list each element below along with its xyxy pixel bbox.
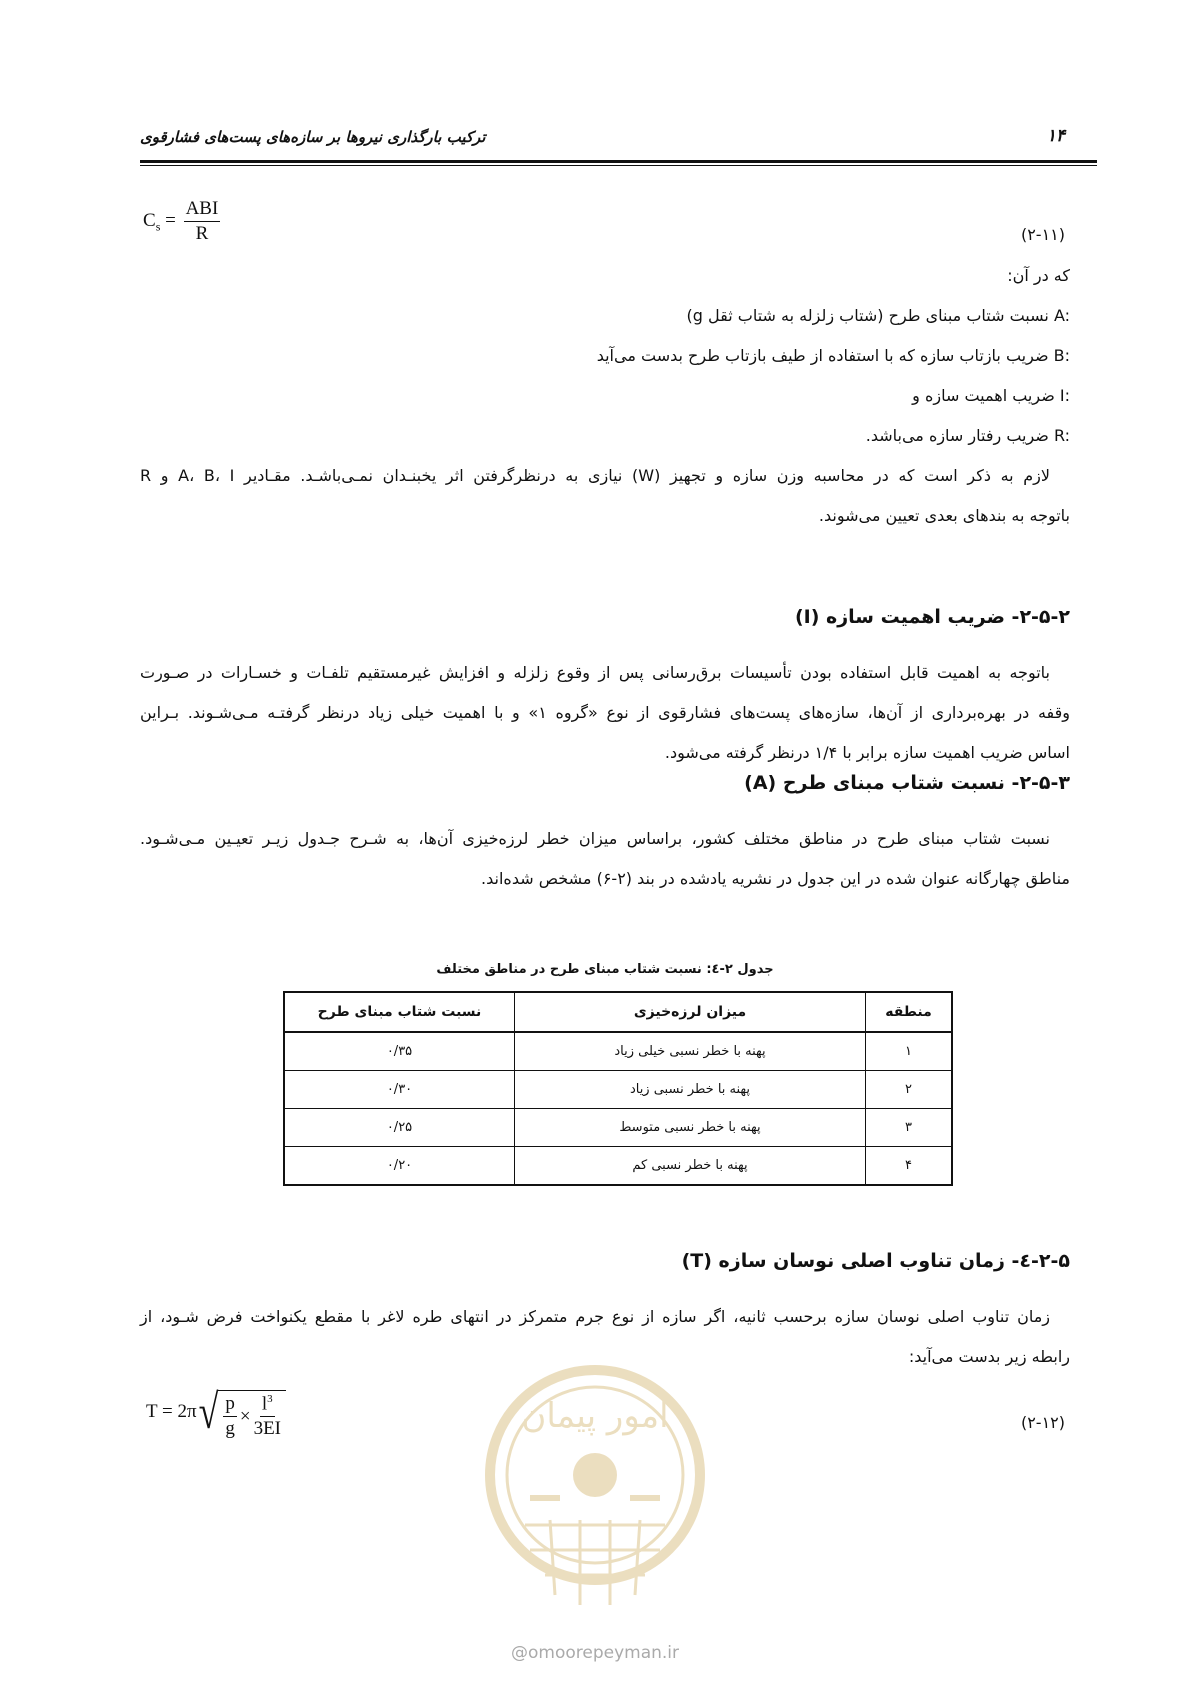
table-row	[284, 1147, 952, 1186]
paragraph-line: باتوجه به اهمیت قابل استفاده بودن تأسیسات برق‌رسانی پس از وقوع زلزله و افزایش غیرمستقیم تلفـات و خسـارات در صـورت	[140, 663, 1050, 682]
definition-symbol: I:	[1059, 386, 1070, 405]
fraction-p-over-g	[223, 1393, 237, 1440]
column-header-zone: منطقه	[866, 992, 953, 1032]
times-sign: ×	[239, 1405, 251, 1427]
fraction-numerator-l3	[260, 1393, 275, 1417]
paragraph-line: وقفه در بهره‌برداری از آن‌ها، سازه‌های پست‌های فشارقوی از نوع «گروه ۱» و با اهمیت خیلی زیاد درنظر گرفتـه مـی‌شـوند. بـراین	[140, 703, 1071, 722]
paragraph-line: رابطه زیر بدست می‌آید:	[908, 1347, 1070, 1366]
section-paragraph-importance-factor	[140, 653, 1070, 773]
equation-lhs-subscript: s	[155, 219, 161, 234]
sqrt-radicand	[218, 1390, 286, 1440]
cell-zone: ۳	[866, 1109, 953, 1147]
equation-lhs: C	[143, 209, 156, 231]
paragraph-line: زمان تناوب اصلی نوسان سازه برحسب ثانیه، اگر سازه از نوع جرم متمرکز در انتهای طره لاغر با مقطع یکنواخت فرض شـود، از	[140, 1307, 1050, 1326]
at-icon: @	[510, 1643, 528, 1663]
cell-seismicity: پهنه با خطر نسبی کم	[515, 1147, 866, 1186]
definition-text: ضریب رفتار سازه می‌باشد.	[865, 426, 1049, 445]
equals-sign: =	[165, 209, 176, 231]
equation-lhs: T = 2π	[146, 1401, 197, 1423]
running-header-title: ترکیب بارگذاری نیروها بر سازه‌های پست‌های فشارقوی	[140, 128, 486, 146]
equation-cs	[143, 198, 223, 245]
length-symbol: l	[261, 1393, 268, 1415]
cell-acceleration-ratio: ۰/۲۰	[284, 1147, 515, 1186]
definitions-intro: که در آن:	[1007, 266, 1070, 285]
watermark-logo-text: امور پیمان	[521, 1396, 669, 1436]
definition-symbol: B:	[1053, 346, 1070, 365]
paragraph-line: مناطق چهارگانه عنوان شده در این جدول در نشریه یادشده در بند (۲-۶) مشخص شده‌اند.	[481, 869, 1070, 888]
watermark-site	[480, 1643, 710, 1663]
table-caption: جدول ۲-٤: نسبت شتاب مبنای طرح در مناطق مختلف	[436, 962, 774, 977]
definitions-note-line: باتوجه به بندهای بعدی تعیین می‌شوند.	[818, 506, 1070, 525]
column-header-acceleration-ratio: نسبت شتاب مبنای طرح	[284, 992, 515, 1032]
header-rule-thin	[140, 165, 1097, 166]
definition-text: نسبت شتاب مبنای طرح (شتاب زلزله به شتاب ثقل g)	[686, 306, 1049, 325]
cell-seismicity: پهنه با خطر نسبی خیلی زیاد	[515, 1032, 866, 1071]
cell-seismicity: پهنه با خطر نسبی متوسط	[515, 1109, 866, 1147]
cell-zone: ۴	[866, 1147, 953, 1186]
definition-text: ضریب اهمیت سازه و	[912, 386, 1055, 405]
table-row	[284, 1071, 952, 1109]
definition-item	[140, 336, 1070, 376]
definitions-block	[140, 256, 1070, 536]
section-heading-design-acceleration: ۲-۵-۳- نسبت شتاب مبنای طرح (A)	[744, 772, 1070, 794]
table-header-row	[284, 992, 952, 1032]
table-row	[284, 1032, 952, 1071]
watermark-logo	[470, 1355, 720, 1635]
section-heading-fundamental-period: ۲-۵-٤- زمان تناوب اصلی نوسان سازه (T)	[681, 1250, 1070, 1272]
cell-acceleration-ratio: ۰/۳۰	[284, 1071, 515, 1109]
equation-numerator: ABI	[184, 198, 221, 222]
equation-number-11: (۲-۱۱)	[1020, 225, 1065, 244]
column-header-seismicity: میزان لرزه‌خیزی	[515, 992, 866, 1032]
cell-acceleration-ratio: ۰/۳۵	[284, 1032, 515, 1071]
definition-item	[140, 416, 1070, 456]
equation-number-12: (۲-۱۲)	[1020, 1413, 1065, 1432]
section-paragraph-design-acceleration	[140, 819, 1070, 899]
fraction-l3-over-3ei	[254, 1393, 281, 1440]
definition-item	[140, 296, 1070, 336]
acceleration-table	[283, 991, 953, 1186]
cell-acceleration-ratio: ۰/۲۵	[284, 1109, 515, 1147]
definition-symbol: A:	[1053, 306, 1070, 325]
fraction-denominator-3ei: 3EI	[253, 1418, 281, 1440]
paragraph-line: نسبت شتاب مبنای طرح در مناطق مختلف کشور، براساس میزان خطر لرزه‌خیزی آن‌ها، به شـرح جـدول زیـر تعیـین مـی‌شـود.	[140, 829, 1050, 848]
cell-zone: ۱	[866, 1032, 953, 1071]
equation-denominator: R	[195, 223, 209, 244]
equation-period	[146, 1384, 286, 1440]
table-row	[284, 1109, 952, 1147]
definition-symbol: R:	[1053, 426, 1070, 445]
section-heading-importance-factor: ۲-۵-۲- ضریب اهمیت سازه (I)	[794, 606, 1070, 628]
definition-item	[140, 376, 1070, 416]
equation-fraction	[184, 198, 221, 245]
length-exponent: 3	[267, 1393, 273, 1405]
sqrt-sign: √	[198, 1385, 219, 1440]
page-number: ۱۴	[1046, 126, 1065, 146]
cell-seismicity: پهنه با خطر نسبی زیاد	[515, 1071, 866, 1109]
fraction-denominator-g: g	[225, 1418, 235, 1440]
paragraph-line: اساس ضریب اهمیت سازه برابر با ۱/۴ درنظر گرفته می‌شود.	[664, 743, 1070, 762]
fraction-numerator-p: p	[223, 1393, 237, 1417]
watermark-site-text: omoorepeyman.ir	[527, 1643, 680, 1663]
definitions-note-line: لازم به ذکر است که در محاسبه وزن سازه و تجهیز (W) نیازی به درنظرگرفتن اثر یخبنـدان نمـی‌باشـد. مقـادیر A، B، I و R	[140, 466, 1051, 485]
definition-text: ضریب بازتاب سازه که با استفاده از طیف بازتاب طرح بدست می‌آید	[596, 346, 1049, 365]
cell-zone: ۲	[866, 1071, 953, 1109]
header-rule-thick	[140, 160, 1097, 163]
